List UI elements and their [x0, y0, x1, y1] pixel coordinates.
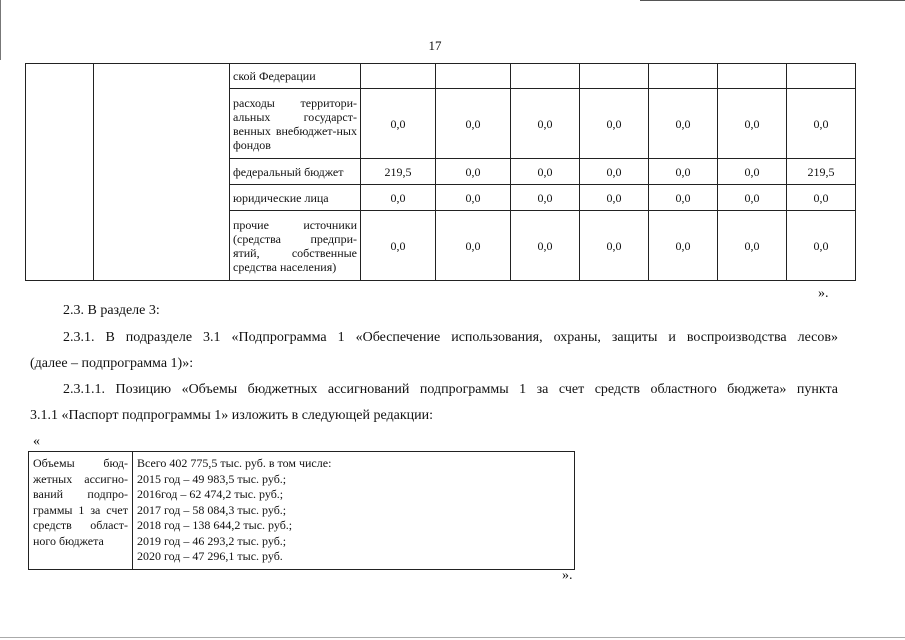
value-cell	[718, 64, 787, 89]
page-number: 17	[428, 38, 442, 53]
volumes-total: Всего 402 775,5 тыс. руб. в том числе:	[137, 456, 332, 470]
paragraph-2-3-1-1-line2: 3.1.1 «Паспорт подпрограммы 1» изложить в следующей редакции:	[30, 408, 434, 423]
value-cell: 0,0	[580, 159, 649, 185]
value-cell: 0,0	[787, 89, 856, 159]
row-label: ской Федерации	[230, 64, 361, 89]
row-label: расходы территори-альных государст-венных внебюджет-ных фондов	[230, 89, 361, 159]
volumes-year-line: 2017 год – 58 084,3 тыс. руб.;	[137, 502, 287, 517]
value-cell	[649, 64, 718, 89]
volumes-values	[133, 452, 575, 570]
value-cell	[361, 64, 436, 89]
value-cell: 0,0	[718, 211, 787, 281]
value-cell: 0,0	[580, 211, 649, 281]
value-cell: 0,0	[787, 185, 856, 211]
value-cell: 0,0	[649, 185, 718, 211]
value-cell: 0,0	[580, 185, 649, 211]
paragraph-2-3-1-line1: 2.3.1. В подразделе 3.1 «Подпрограмма 1 «Обеспечение использования, охраны, защиты и воспроизводства лесов»	[63, 330, 838, 345]
value-cell: 0,0	[511, 89, 580, 159]
paragraph-2-3-1-line2: (далее – подпрограмма 1)»:	[30, 356, 194, 371]
paragraph-2-3: 2.3. В разделе 3:	[63, 303, 160, 318]
empty-cell	[94, 64, 230, 281]
value-cell	[580, 64, 649, 89]
value-cell: 0,0	[436, 159, 511, 185]
volumes-year-line: 2016год – 62 474,2 тыс. руб.;	[137, 487, 284, 501]
value-cell: 0,0	[649, 159, 718, 185]
row-label: прочие источники (средства предпри-ятий, собственные средства населения)	[230, 211, 361, 281]
value-cell: 0,0	[718, 159, 787, 185]
closing-quote: ».	[818, 286, 829, 301]
budget-volumes-table	[28, 451, 575, 570]
value-cell: 0,0	[511, 185, 580, 211]
value-cell: 0,0	[787, 211, 856, 281]
volumes-year-line: 2019 год – 46 293,2 тыс. руб.;	[137, 533, 287, 548]
scan-edge-bottom	[0, 637, 905, 638]
value-cell: 0,0	[436, 185, 511, 211]
value-cell: 219,5	[361, 159, 436, 185]
value-cell: 0,0	[718, 89, 787, 159]
value-cell	[787, 64, 856, 89]
empty-cell	[26, 64, 94, 281]
value-cell: 0,0	[649, 89, 718, 159]
opening-quote: «	[33, 434, 40, 449]
paragraph-2-3-1-1-line1: 2.3.1.1. Позицию «Объемы бюджетных ассигнований подпрограммы 1 за счет средств областного бюджета» пункта	[63, 382, 838, 397]
scan-edge-left	[0, 0, 1, 60]
value-cell: 0,0	[436, 89, 511, 159]
value-cell	[511, 64, 580, 89]
value-cell: 0,0	[361, 89, 436, 159]
financing-table	[25, 63, 856, 281]
scan-edge-top	[640, 0, 905, 1]
value-cell: 0,0	[436, 211, 511, 281]
value-cell	[436, 64, 511, 89]
value-cell: 0,0	[361, 211, 436, 281]
value-cell: 0,0	[580, 89, 649, 159]
value-cell: 0,0	[718, 185, 787, 211]
value-cell: 0,0	[649, 211, 718, 281]
value-cell: 0,0	[361, 185, 436, 211]
closing-quote: ».	[562, 568, 573, 583]
volumes-year-line: 2018 год – 138 644,2 тыс. руб.;	[137, 518, 293, 532]
row-label: федеральный бюджет	[230, 159, 361, 185]
volumes-label: Объемы бюд-жетных ассигно-ваний подпро-граммы 1 за счет средств област-ного бюджета	[29, 452, 133, 570]
value-cell: 219,5	[787, 159, 856, 185]
table-row	[26, 64, 856, 89]
volumes-year-line: 2020 год – 47 296,1 тыс. руб.	[137, 549, 283, 563]
value-cell: 0,0	[511, 159, 580, 185]
table-row	[29, 452, 575, 570]
value-cell: 0,0	[511, 211, 580, 281]
volumes-year-line: 2015 год – 49 983,5 тыс. руб.;	[137, 471, 287, 486]
row-label: юридические лица	[230, 185, 361, 211]
